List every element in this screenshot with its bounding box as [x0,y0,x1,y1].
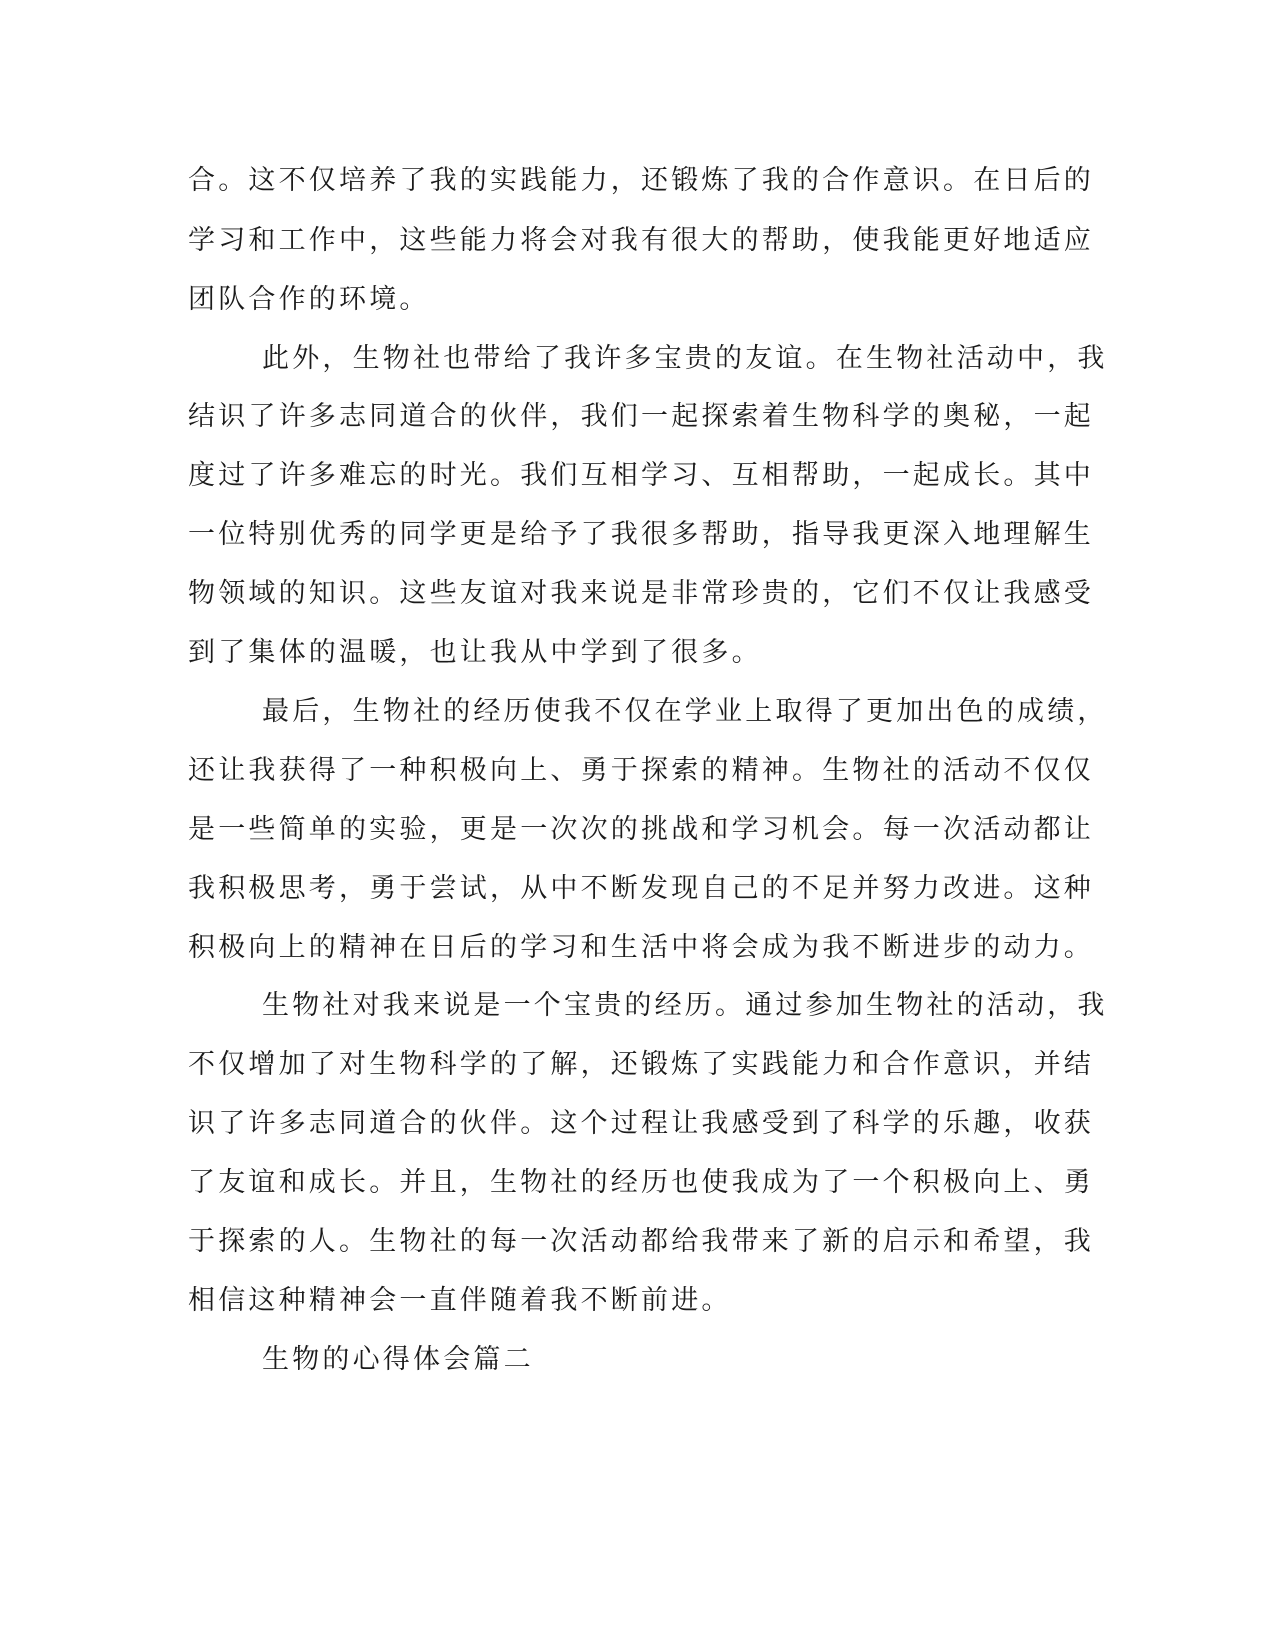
text-line: 还让我获得了一种积极向上、勇于探索的精神。生物社的活动不仅仅 [188,755,1094,786]
paragraph-start-line: 生物社对我来说是一个宝贵的经历。通过参加生物社的活动，我 [262,990,1108,1021]
text-line: 了友谊和成长。并且，生物社的经历也使我成为了一个积极向上、勇 [188,1167,1094,1198]
text-line: 物领域的知识。这些友谊对我来说是非常珍贵的，它们不仅让我感受 [188,578,1094,609]
text-line: 到了集体的温暖，也让我从中学到了很多。 [188,637,762,668]
text-line: 积极向上的精神在日后的学习和生活中将会成为我不断进步的动力。 [188,932,1094,963]
text-line: 度过了许多难忘的时光。我们互相学习、互相帮助，一起成长。其中 [188,460,1094,491]
text-line: 我积极思考，勇于尝试，从中不断发现自己的不足并努力改进。这种 [188,873,1094,904]
text-line: 结识了许多志同道合的伙伴，我们一起探索着生物科学的奥秘，一起 [188,401,1094,432]
text-line: 于探索的人。生物社的每一次活动都给我带来了新的启示和希望，我 [188,1226,1094,1257]
text-line: 一位特别优秀的同学更是给予了我很多帮助，指导我更深入地理解生 [188,519,1094,550]
section-heading: 生物的心得体会篇二 [262,1344,534,1375]
text-line: 是一些简单的实验，更是一次次的挑战和学习机会。每一次活动都让 [188,814,1094,845]
text-line: 相信这种精神会一直伴随着我不断前进。 [188,1285,732,1316]
text-line: 合。这不仅培养了我的实践能力，还锻炼了我的合作意识。在日后的 [188,165,1094,196]
text-line: 识了许多志同道合的伙伴。这个过程让我感受到了科学的乐趣，收获 [188,1108,1094,1139]
text-line: 不仅增加了对生物科学的了解，还锻炼了实践能力和合作意识，并结 [188,1049,1094,1080]
text-line: 团队合作的环境。 [188,284,430,315]
paragraph-start-line: 最后，生物社的经历使我不仅在学业上取得了更加出色的成绩， [262,696,1108,727]
text-line: 学习和工作中，这些能力将会对我有很大的帮助，使我能更好地适应 [188,225,1094,256]
paragraph-start-line: 此外，生物社也带给了我许多宝贵的友谊。在生物社活动中，我 [262,343,1108,374]
